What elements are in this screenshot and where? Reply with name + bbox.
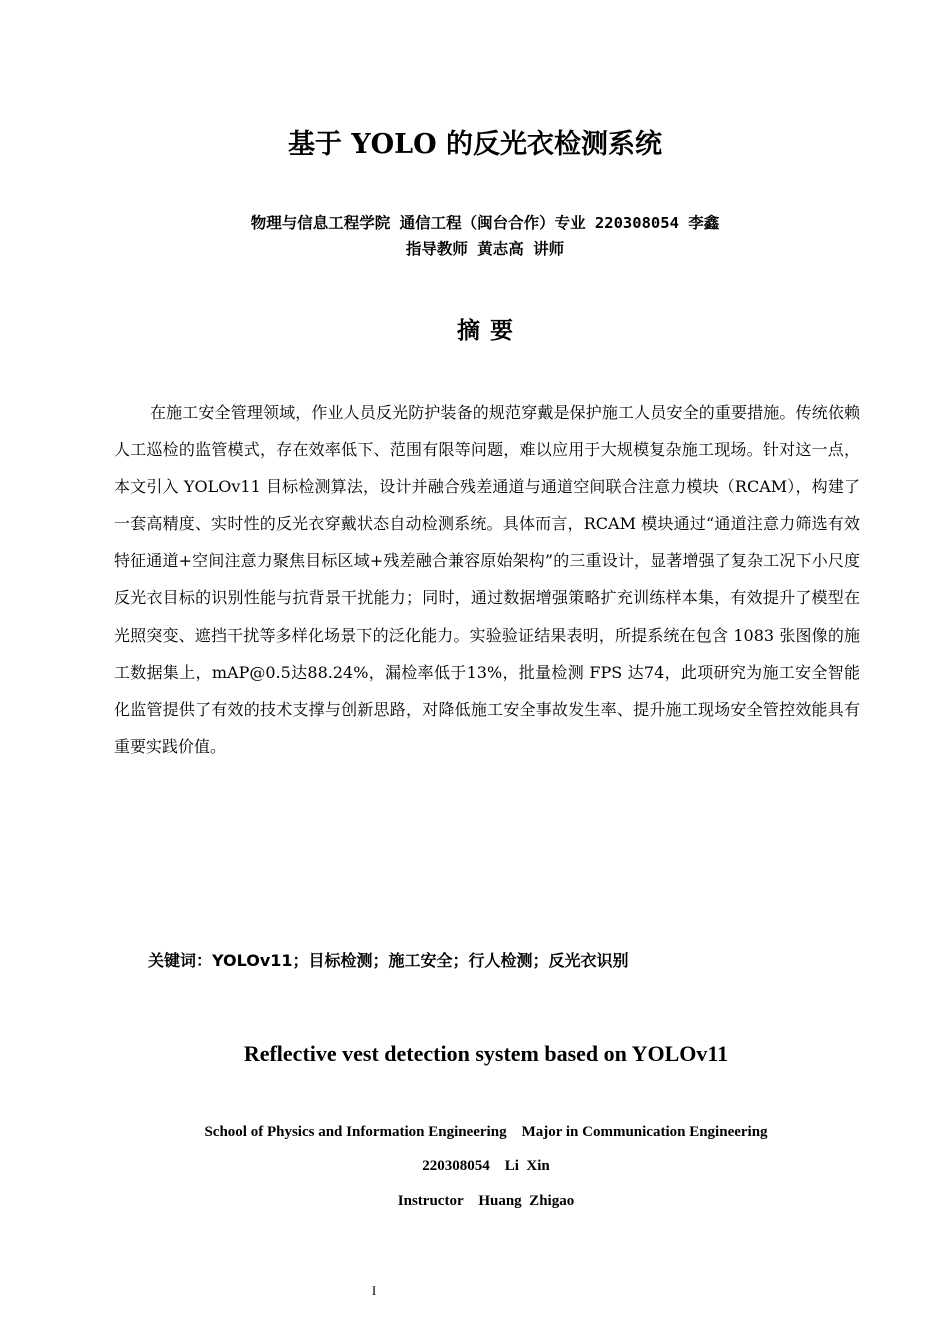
english-school-line: School of Physics and Information Engineering Major in Communication Engineering (204, 1124, 768, 1140)
abstract-heading: 摘要 (457, 318, 523, 344)
page-number: I (371, 1283, 377, 1298)
english-author-line: 220308054 Li Xin (422, 1158, 550, 1174)
keywords-line: 关键词：YOLOv11；目标检测；施工安全；行人检测；反光衣识别 (148, 951, 629, 970)
abstract-paragraph: 在施工安全管理领域，作业人员反光防护装备的规范穿戴是保护施工人员安全的重要措施。传统依赖人工巡检的监管模式，存在效率低下、范围有限等问题，难以应用于大规模复杂施工现场。针对这一点，本文引入 YOLOv11 目标检测算法，设计并融合残差通道与通道空间联合注意力模块（RCAM），构建了一套高精度、实时性的反光衣穿戴状态自动检测系统。具体而言，RCAM 模块通过“通道注意力筛选有效特征通道+空间注意力聚焦目标区域+残差融合兼容原始架构”的三重设计，显著增强了复杂工况下小尺度反光衣目标的识别性能与抗背景干扰能力；同时，通过数据增强策略扩充训练样本集，有效提升了模型在光照突变、遮挡干扰等多样化场景下的泛化能力。实验验证结果表明，所提系统在包含 1083 张图像的施工数据集上，mAP@0.5达88.24%，漏检率低于13%，批量检测 FPS 达74，此项研究为施工安全智能化监管提供了有效的技术支撑与创新思路，对降低施工安全事故发生率、提升施工现场安全管控效能具有重要实践价值。 (114, 403, 860, 756)
chinese-title: 基于 YOLO 的反光衣检测系统 (287, 129, 663, 160)
advisor-info-line: 指导教师 黄志高 讲师 (405, 240, 565, 258)
author-info-line: 物理与信息工程学院 通信工程（闽台合作）专业 220308054 李鑫 (250, 214, 720, 232)
english-title: Reflective vest detection system based on YOLOv11 (243, 1041, 729, 1066)
english-instructor-line: Instructor Huang Zhigao (397, 1193, 575, 1209)
